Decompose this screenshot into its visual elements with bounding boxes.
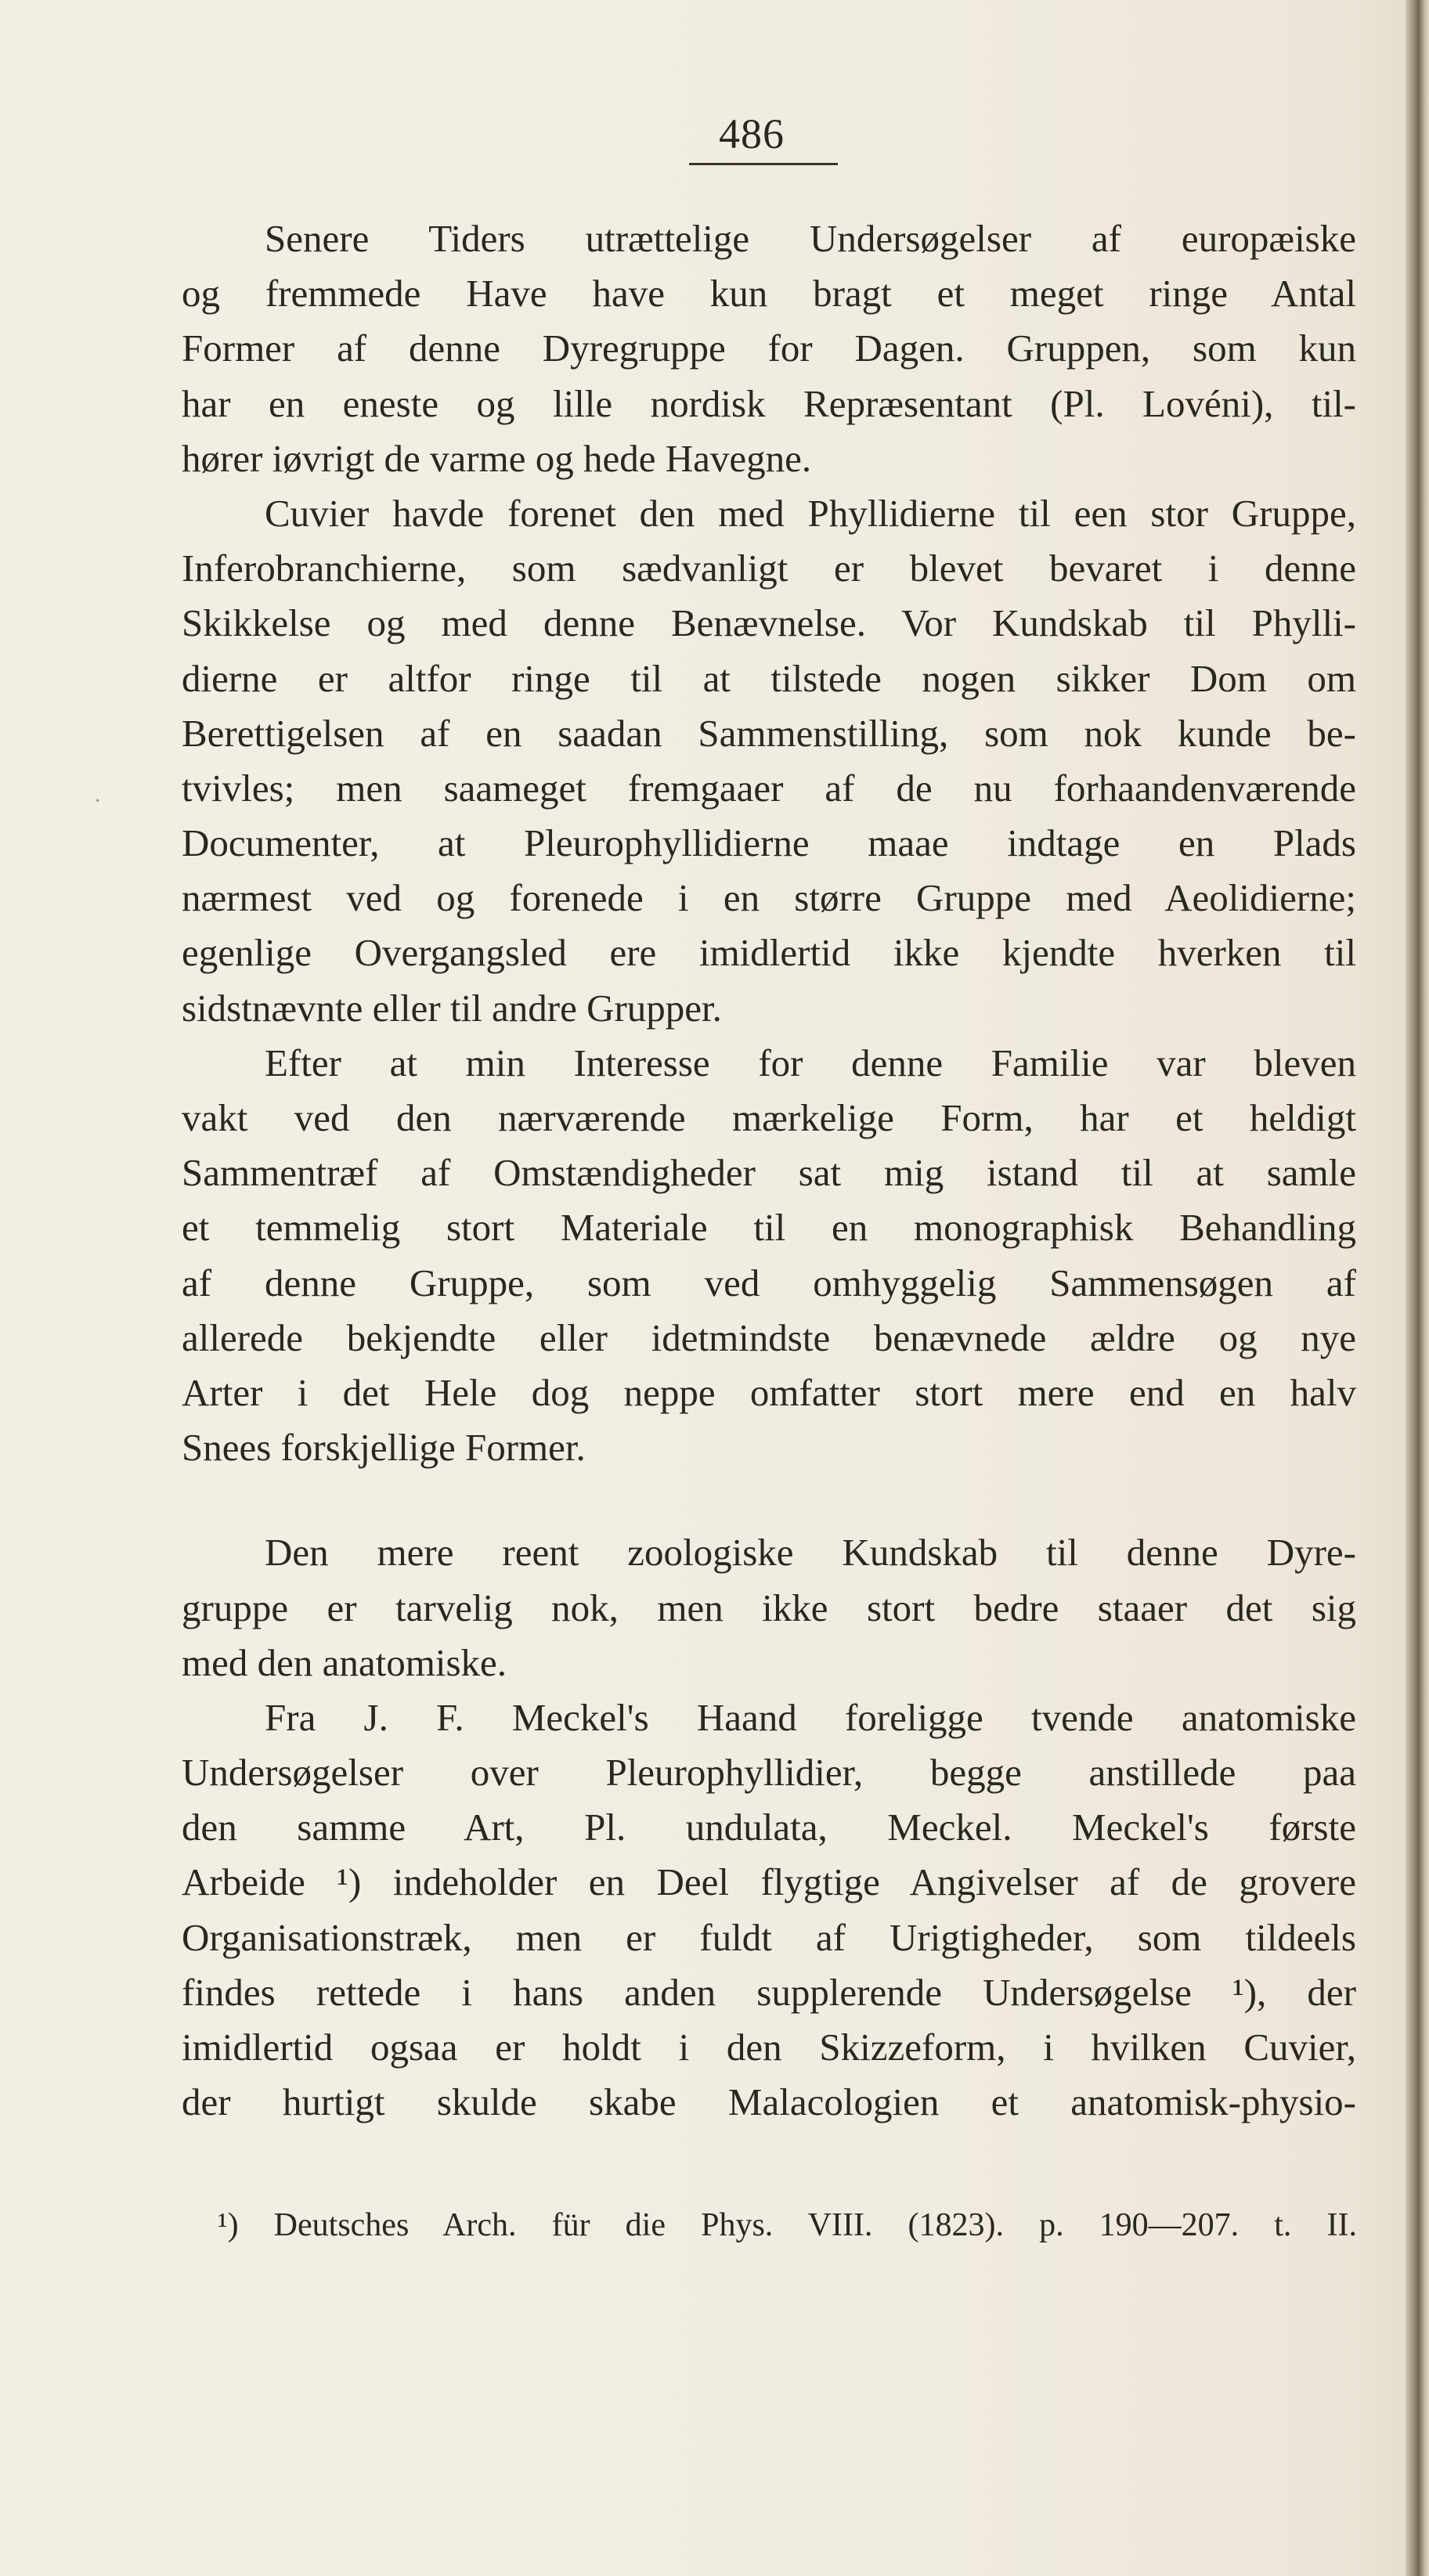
text-line: Den mere reent zoologiske Kundskab til denne Dyre- [265,1531,1356,1575]
page-number-rule [689,163,838,165]
text-line: gruppe er tarvelig nok, men ikke stort bedre staaer det sig [182,1586,1356,1629]
footnote: ¹) Deutsches Arch. für die Phys. VIII. (1823). p. 190—207. t. II. [218,2207,1357,2243]
text-line: egenlige Overgangsled ere imidlertid ikke kjendte hverken til [182,931,1356,975]
text-line: Arbeide ¹) indeholder en Deel flygtige Angivelser af de grovere [182,1860,1356,1904]
text-line: Cuvier havde forenet den med Phyllidierne til een stor Gruppe, [265,491,1356,535]
text-line: allerede bekjendte eller idetmindste benævnede ældre og nye [182,1315,1356,1359]
text-line: Fra J. F. Meckel's Haand foreligge tvende anatomiske [265,1695,1356,1739]
text-line: dierne er altfor ringe til at tilstede nogen sikker Dom om [182,656,1356,700]
text-line: og fremmede Have have kun bragt et meget ringe Antal [182,272,1356,316]
page-binding-edge [1406,0,1429,2576]
body-text [182,211,1356,2130]
text-line: vakt ved den nærværende mærkelige Form, har et heldigt [182,1096,1356,1139]
text-line: Senere Tiders utrættelige Undersøgelser af europæiske [265,217,1356,260]
text-line: Skikkelse og med denne Benævnelse. Vor Kundskab til Phylli- [182,601,1356,645]
text-line: den samme Art, Pl. undulata, Meckel. Meckel's første [182,1806,1356,1849]
text-line: Snees forskjellige Former. [182,1426,586,1470]
text-line: Sammentræf af Omstændigheder sat mig istand til at samle [182,1151,1356,1195]
text-line: findes rettede i hans anden supplerende Undersøgelse ¹), der [182,1970,1356,2014]
text-line: der hurtigt skulde skabe Malacologien et anatomisk-physio- [182,2080,1356,2124]
text-line: Undersøgelser over Pleurophyllidier, begge anstillede paa [182,1751,1356,1795]
text-line: nærmest ved og forenede i en større Gruppe med Aeolidierne; [182,876,1356,920]
text-line: imidlertid ogsaa er holdt i den Skizzeform, i hvilken Cuvier, [182,2026,1356,2069]
text-line: Efter at min Interesse for denne Familie var bleven [265,1041,1356,1084]
margin-mark: · [94,789,102,814]
text-line: tvivles; men saameget fremgaaer af de nu forhaandenværende [182,766,1356,810]
text-line: Organisationstræk, men er fuldt af Urigtigheder, som tildeels [182,1915,1356,1959]
paragraph-gap [182,1475,1356,1525]
text-line: et temmelig stort Materiale til en monographisk Behandling [182,1206,1356,1250]
text-line: hører iøvrigt de varme og hede Havegne. [182,436,812,480]
text-line: Documenter, at Pleurophyllidierne maae indtage en Plads [182,821,1356,865]
text-line: Former af denne Dyregruppe for Dagen. Gruppen, som kun [182,327,1356,370]
text-line: Inferobranchierne, som sædvanligt er blevet bevaret i denne [182,547,1356,590]
text-line: har en eneste og lille nordisk Repræsentant (Pl. Lovéni), til- [182,381,1356,425]
text-line: sidstnævnte eller til andre Grupper. [182,986,722,1030]
text-line: af denne Gruppe, som ved omhyggelig Sammensøgen af [182,1261,1356,1304]
text-line: Berettigelsen af en saadan Sammenstilling, som nok kunde be- [182,711,1356,755]
text-line: med den anatomiske. [182,1640,507,1684]
page-number: 486 [719,110,785,157]
text-line: Arter i det Hele dog neppe omfatter stort mere end en halv [182,1370,1356,1414]
